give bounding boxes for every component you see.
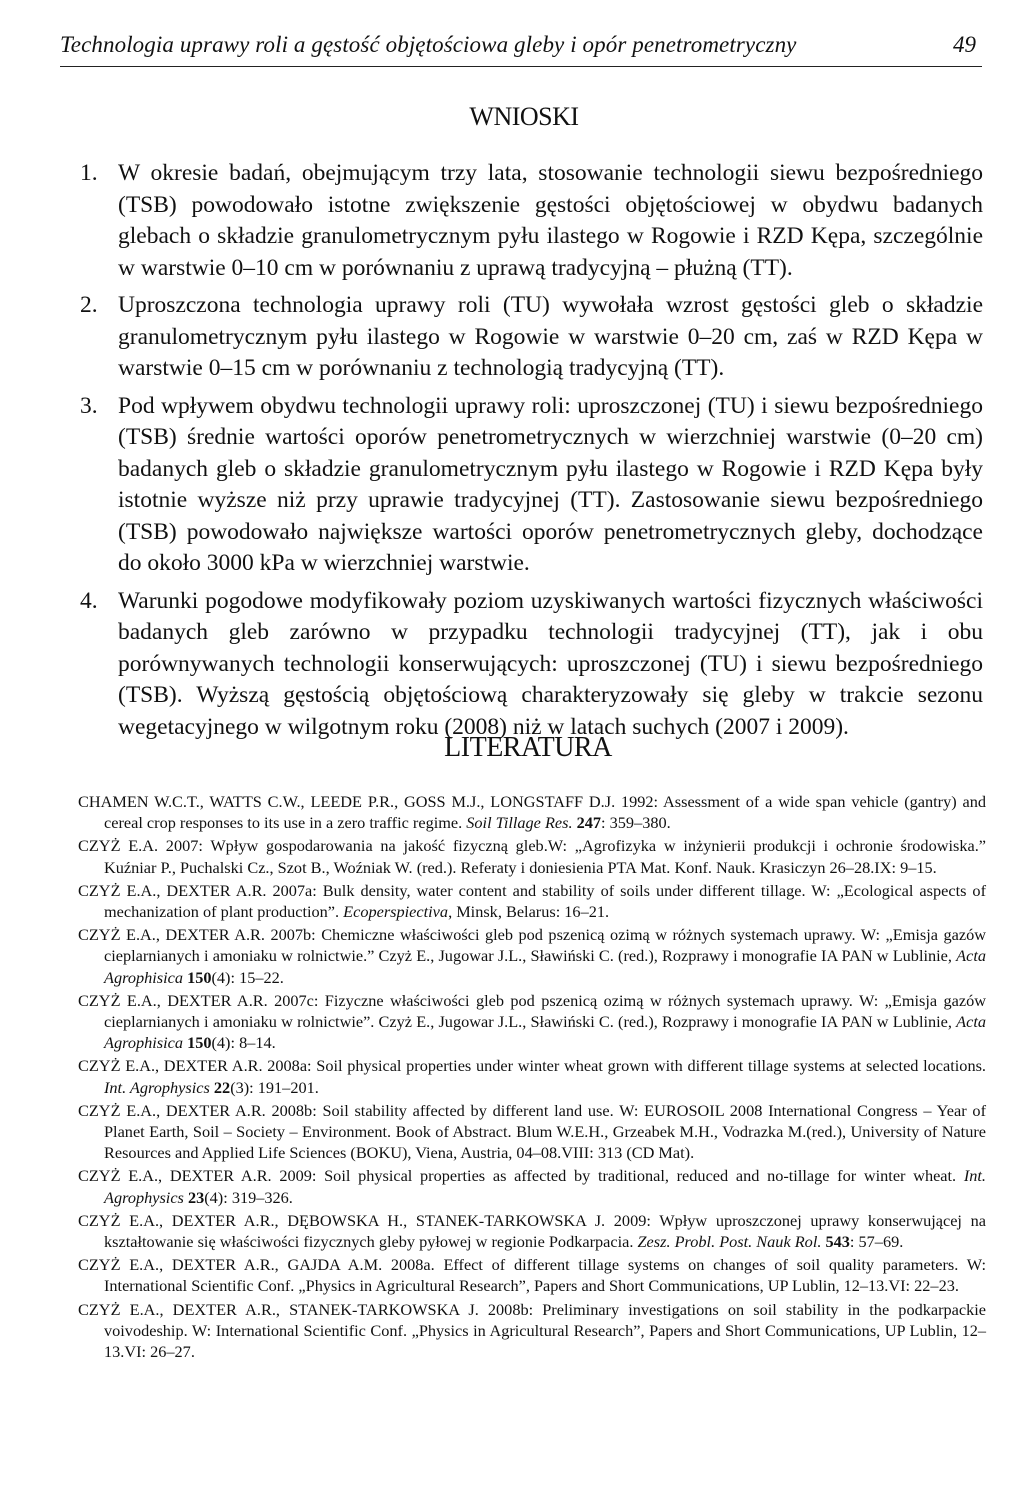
reference-item bbox=[78, 835, 986, 877]
conclusions-list bbox=[80, 158, 983, 749]
reference-text: CZYŻ E.A., DEXTER A.R. 2008a: Soil physical properties under winter wheat grown with different tillage systems at selected locations. bbox=[78, 1056, 986, 1076]
reference-text: CZYŻ E.A. 2007: Wpływ gospodarowania na jakość fizyczną gleb.W: „Agrofizyka w inżynierii produkcji i ochronie środowiska.” Kuźniar P., Puchalski Cz., Szot B., Woźniak W. (red.). Referaty i doniesienia PTA Mat. Konf. Nauk. Krasiczyn 26–28.IX: 9–15. bbox=[78, 836, 986, 877]
running-header bbox=[60, 26, 982, 67]
conclusion-number: 4. bbox=[80, 587, 98, 614]
reference-text: CZYŻ E.A., DEXTER A.R., GAJDA A.M. 2008a. Effect of different tillage systems on changes of soil quality parameters. W: International Scientific Conf. „Physics in Agricultural Research”, Papers and Short Communications, UP Lublin, 12–13.VI: 22–23. bbox=[78, 1255, 986, 1296]
reference-text: (3): 191–201. bbox=[230, 1077, 319, 1097]
reference-text: (4): 15–22. bbox=[211, 967, 284, 987]
reference-volume: 23 bbox=[187, 1187, 205, 1207]
reference-item bbox=[78, 990, 986, 1054]
reference-text: CZYŻ E.A., DEXTER A.R. 2009: Soil physical properties as affected by traditional, reduced and no-tillage for winter wheat. bbox=[78, 1166, 964, 1186]
reference-item bbox=[78, 1254, 986, 1296]
conclusion-number: 3. bbox=[80, 392, 98, 419]
reference-journal: Acta Agrophisica bbox=[104, 1012, 986, 1053]
reference-journal: Soil Tillage Res. bbox=[466, 813, 573, 833]
reference-text: : 359–380. bbox=[601, 813, 671, 833]
reference-text: : 57–69. bbox=[849, 1232, 904, 1252]
conclusion-text: Warunki pogodowe modyfikowały poziom uzyskiwanych wartości fizycznych właściwości badanych gleb zarówno w przypadku technologii tradycyjnej (TT), jak i obu porównywanych technologii konserwujących: uproszczonej (TU) i siewu bezpośredniego (TSB). Wyższą gęstością objętościową charakteryzowały się gleby w trakcie sezonu wegetacyjnego w wilgotnym roku (2008) niż w latach suchych (2007 i 2009). bbox=[118, 587, 983, 740]
reference-item bbox=[78, 880, 986, 922]
reference-item bbox=[78, 1100, 986, 1164]
reference-text: CHAMEN W.C.T., WATTS C.W., LEEDE P.R., GOSS M.J., LONGSTAFF D.J. 1992: Assessment of a wide span vehicle (gantry) and cereal crop responses to its use in a zero traffic regime. bbox=[78, 792, 986, 833]
running-header-title: Technologia uprawy roli a gęstość objętościowa gleby i opór penetrometryczny bbox=[60, 32, 797, 57]
reference-volume: 22 bbox=[213, 1077, 231, 1097]
reference-item bbox=[78, 1210, 986, 1252]
reference-item bbox=[78, 924, 986, 988]
conclusion-item bbox=[80, 586, 983, 744]
conclusion-item bbox=[80, 158, 983, 284]
conclusions-heading: WNIOSKI bbox=[469, 102, 579, 131]
reference-journal: Zesz. Probl. Post. Nauk Rol. bbox=[637, 1232, 822, 1252]
reference-text: CZYŻ E.A., DEXTER A.R., DĘBOWSKA H., STANEK-TARKOWSKA J. 2009: Wpływ uproszczonej uprawy konserwującej na kształtowanie się właściwości fizycznych gleby pyłowej w regionie Podkarpacia. bbox=[78, 1210, 986, 1252]
reference-item bbox=[78, 1165, 986, 1207]
reference-volume: 150 bbox=[187, 967, 212, 987]
conclusion-item bbox=[80, 391, 983, 580]
conclusion-item bbox=[80, 290, 983, 385]
reference-volume: 247 bbox=[576, 813, 602, 833]
references-list bbox=[78, 791, 986, 1364]
reference-journal: Ecoperspiectiva bbox=[343, 902, 449, 922]
literature-heading: LITERATURA bbox=[444, 732, 612, 763]
reference-text: CZYŻ E.A., DEXTER A.R. 2008b: Soil stability affected by different land use. W: EUROSOIL 2008 International Congress – Year of Planet Earth, Soil – Society – Environment. Book of Abstract. Blum W.E.H., Grzeabek M.H., Vodrazka M.(red.), University of Nature Resources and Applied Life Sciences (BOKU), Viena, Austria, 04–08.VIII: 313 (CD Mat). bbox=[78, 1100, 986, 1163]
conclusion-number: 2. bbox=[80, 292, 98, 318]
reference-volume: 543 bbox=[825, 1232, 850, 1252]
reference-text: CZYŻ E.A., DEXTER A.R. 2007a: Bulk density, water content and stability of soils under different tillage. W: „Ecological aspects of mechanization of plant production”. bbox=[78, 880, 986, 922]
conclusion-text: Uproszczona technologia uprawy roli (TU) wywołała wzrost gęstości gleb o składzie granulometrycznym pyłu ilastego w Rogowie w warstwie 0–20 cm, zaś w RZD Kępa w warstwie 0–15 cm w porównaniu z technologią tradycyjną (TT). bbox=[118, 292, 983, 381]
reference-text: , Minsk, Belarus: 16–21. bbox=[448, 902, 610, 922]
reference-text: CZYŻ E.A., DEXTER A.R. 2007c: Fizyczne właściwości gleb pod pszenicą ozimą w różnych systemach uprawy. W: „Emisja gazów cieplarnianych i amoniaku w rolnictwie”. Czyż E., Jugowar J.L., Sławiński C. (red.), Rozprawy i monografie IA PAN w Lublinie, bbox=[78, 990, 986, 1032]
reference-item bbox=[78, 1055, 986, 1097]
reference-text: CZYŻ E.A., DEXTER A.R. 2007b: Chemiczne właściwości gleb pod pszenicą ozimą w różnych systemach uprawy. W: „Emisja gazów cieplarnianych i amoniaku w rolnictwie.” Czyż E., Jugowar J.L., Sławiński C. (red.), Rozprawy i monografie IA PAN w Lublinie, bbox=[78, 925, 986, 966]
reference-journal: Int. Agrophysics bbox=[104, 1077, 210, 1097]
reference-volume: 150 bbox=[187, 1033, 212, 1053]
reference-text: CZYŻ E.A., DEXTER A.R., STANEK-TARKOWSKA J. 2008b: Preliminary investigations on soil stability in the podkarpackie voivodeship. W: International Scientific Conf. „Physics in Agricultural Research”, Papers and Short Communications, UP Lublin, 12–13.VI: 26–27. bbox=[78, 1299, 986, 1362]
conclusion-text: Pod wpływem obydwu technologii uprawy roli: uproszczonej (TU) i siewu bezpośredniego (TSB) średnie wartości oporów penetrometrycznych w wierzchniej warstwie (0–20 cm) badanych gleb o składzie granulometrycznym pyłu ilastego w Rogowie i RZD Kępa były istotnie wyższe niż przy uprawie tradycyjnej (TT). Zastosowanie siewu bezpośredniego (TSB) powodowało największe wartości oporów penetrometrycznych gleby, dochodzące do około 3000 kPa w wierzchniej warstwie. bbox=[118, 392, 983, 576]
reference-item bbox=[78, 1299, 986, 1363]
reference-journal: Int. Agrophysics bbox=[104, 1166, 986, 1207]
page-number: 49 bbox=[953, 32, 976, 57]
conclusion-number: 1. bbox=[80, 160, 98, 186]
reference-item bbox=[78, 791, 986, 833]
reference-journal: Acta Agrophisica bbox=[104, 946, 986, 987]
reference-text: (4): 8–14. bbox=[211, 1033, 276, 1053]
reference-text: (4): 319–326. bbox=[204, 1187, 293, 1207]
conclusion-text: W okresie badań, obejmującym trzy lata, stosowanie technologii siewu bezpośredniego (TSB) powodowało istotne zwiększenie gęstości objętościowej w obydwu badanych glebach o składzie granulometrycznym pyłu ilastego w Rogowie i RZD Kępa, szczególnie w warstwie 0–10 cm w porównaniu z uprawą tradycyjną – płużną (TT). bbox=[118, 160, 983, 281]
